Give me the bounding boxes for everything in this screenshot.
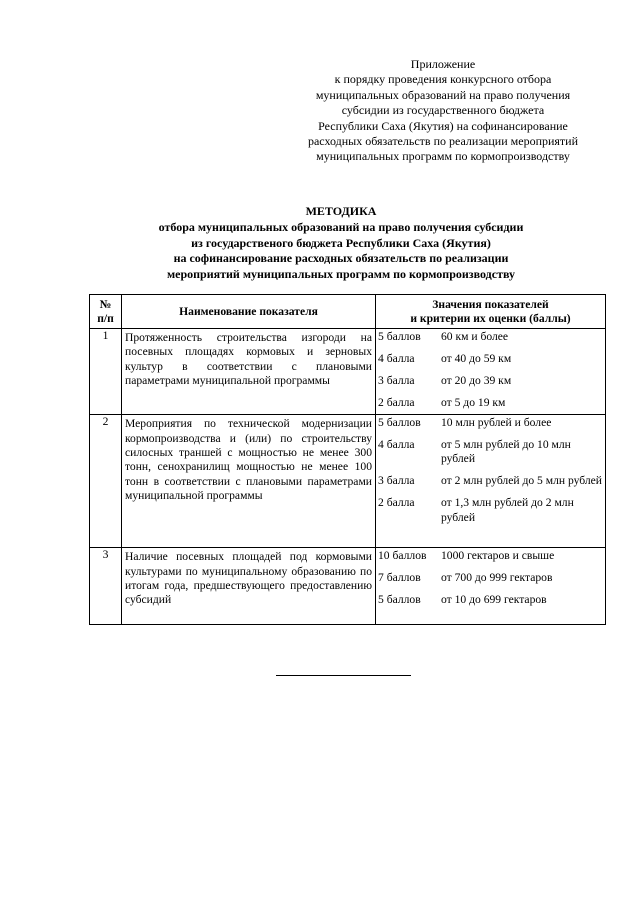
criterion-score: 7 баллов: [378, 571, 421, 585]
table-header-row: [90, 295, 606, 329]
criterion-score: 4 балла: [378, 438, 415, 452]
row-number: 2: [90, 415, 122, 548]
row-criteria: [376, 329, 606, 415]
criteria-table: [89, 294, 606, 625]
closing-separator-line: [276, 675, 411, 676]
row-description: Протяженность строительства изгороди на посевных площадях кормовых и зерновых культур в соответствии с плановыми параметрами муниципальной программы: [122, 329, 376, 415]
criterion-value: от 5 до 19 км: [441, 395, 506, 409]
criterion-value: от 10 до 699 гектаров: [441, 592, 547, 606]
document-title: [80, 204, 602, 283]
criterion: [378, 396, 603, 410]
criterion-value: от 40 до 59 км: [441, 351, 512, 365]
table-row: [90, 329, 606, 415]
appendix-line: Приложение: [410, 57, 476, 71]
appendix-line: Республики Саха (Якутия) на софинансирование: [318, 118, 568, 133]
appendix-line: субсидии из государственного бюджета: [341, 103, 545, 118]
criterion-value: от 700 до 999 гектаров: [441, 571, 553, 585]
row-criteria: [376, 548, 606, 625]
row-number: 3: [90, 548, 122, 625]
appendix-line: расходных обязательств по реализации мероприятий: [307, 134, 579, 149]
criterion-score: 3 балла: [378, 474, 415, 488]
title-line: из государственого бюджета Республики Саха (Якутия): [191, 235, 491, 250]
criterion-score: 5 баллов: [378, 416, 421, 430]
appendix-line: муниципальных программ по кормопроизводству: [316, 149, 570, 164]
header-number-line2: п/п: [97, 311, 114, 325]
criterion: [378, 374, 603, 388]
criterion-score: 2 балла: [378, 496, 415, 510]
header-number: [90, 295, 122, 329]
criterion-score: 10 баллов: [378, 549, 427, 563]
title-heading: МЕТОДИКА: [305, 204, 377, 218]
criterion: [378, 593, 603, 607]
appendix-line: муниципальных образований на право получения: [315, 87, 571, 102]
criterion-value: от 2 млн рублей до 5 млн рублей: [441, 474, 603, 488]
title-line: на софинансирование расходных обязательств по реализации: [173, 251, 509, 266]
criterion-value: от 20 до 39 км: [441, 373, 512, 387]
row-criteria: [376, 415, 606, 548]
header-indicator-name: Наименование показателя: [122, 295, 376, 329]
table-row: [90, 415, 606, 548]
row-description: Мероприятия по технической модернизации кормопроизводства и (или) по строительству силосных траншей с мощностью не менее 300 тонн, сенохранилищ мощностью не менее 100 тонн в соответствии с плановыми параметрами муниципальной программы: [122, 415, 376, 548]
header-number-line1: №: [99, 297, 112, 311]
title-line: отбора муниципальных образований на право получения субсидии: [158, 219, 524, 234]
criterion-value: 60 км и более: [441, 330, 509, 343]
criterion: [378, 438, 603, 467]
criterion-value: от 1,3 млн рублей до 2 млн рублей: [441, 496, 574, 524]
criterion-value: 10 млн рублей и более: [441, 416, 552, 430]
header-values-line1: Значения показателей: [432, 297, 549, 311]
row-number: 1: [90, 329, 122, 415]
criterion: [378, 549, 603, 563]
criterion: [378, 571, 603, 585]
appendix-note: [270, 57, 616, 165]
table-row: [90, 548, 606, 625]
criterion-score: 5 баллов: [378, 592, 421, 606]
criterion: [378, 330, 603, 344]
appendix-line: к порядку проведения конкурсного отбора: [334, 72, 552, 87]
criterion-score: 2 балла: [378, 395, 415, 409]
criterion: [378, 496, 603, 525]
row-description: Наличие посевных площадей под кормовыми культурами по муниципальному образованию по итогам года, предшествующего предоставлению субсидий: [122, 548, 376, 625]
criterion-value: 1000 гектаров и свыше: [441, 549, 555, 563]
criterion: [378, 352, 603, 366]
criterion-score: 5 баллов: [378, 330, 421, 343]
header-values: [376, 295, 606, 329]
title-line: мероприятий муниципальных программ по кормопроизводству: [166, 267, 516, 282]
header-values-line2: и критерии их оценки (баллы): [410, 311, 571, 325]
criterion: [378, 416, 603, 430]
criterion-value: от 5 млн рублей до 10 млн рублей: [441, 438, 571, 466]
criterion-score: 4 балла: [378, 351, 415, 365]
criterion-score: 3 балла: [378, 373, 415, 387]
criterion: [378, 474, 603, 488]
